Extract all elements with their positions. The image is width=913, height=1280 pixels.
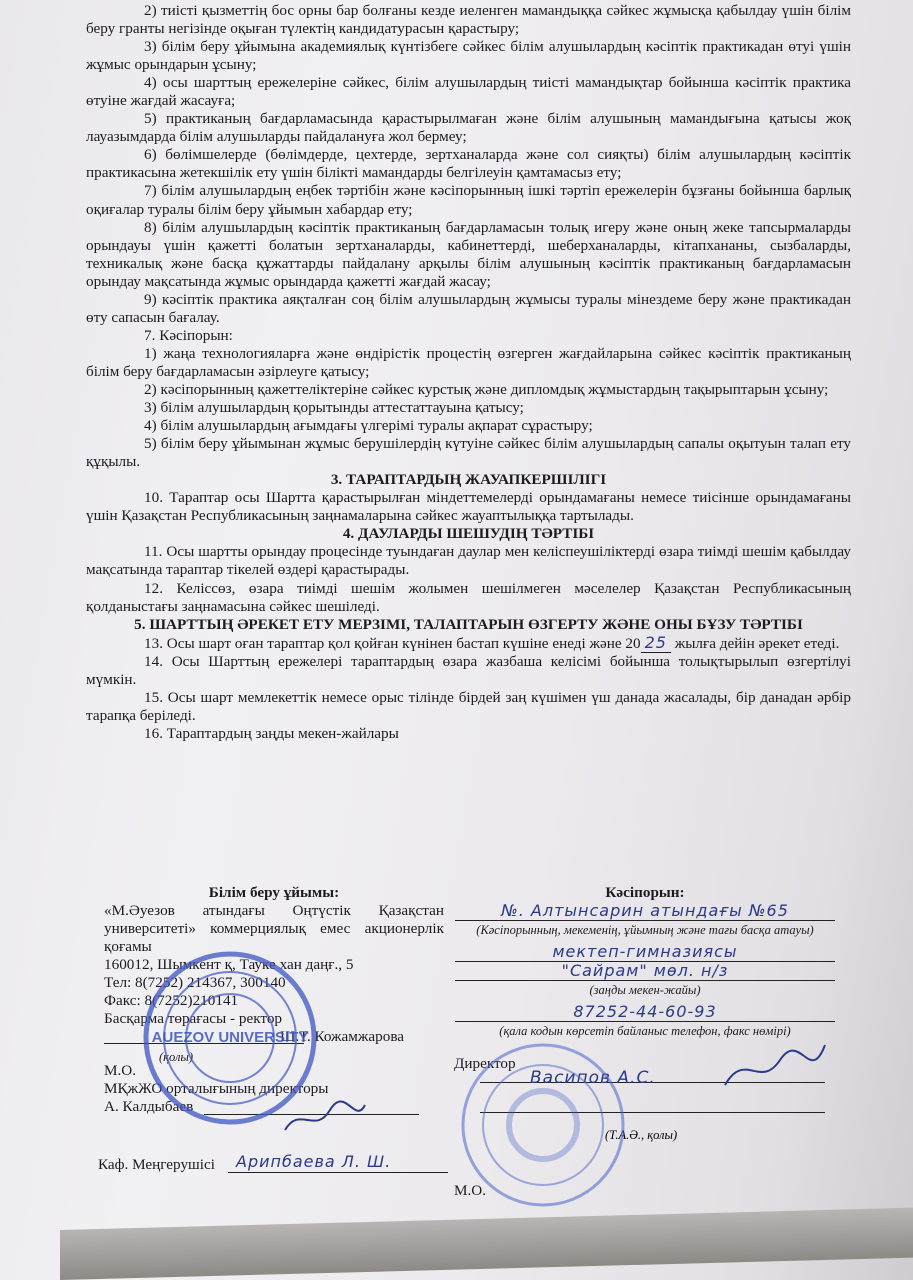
dept-head-signature-line [228,1172,448,1173]
left-sign-caption: (қолы) [159,1050,194,1064]
clause-13-year-handwriting: 25 [641,633,671,653]
left-center-name: А. Калдыбаев [104,1098,194,1115]
clause-text: 6) бөлімшелерде (бөлімдерде, цехтерде, зертханаларда және сол сияқты) білім алушылардың кәсіптік практикасына жетекшілік ету үшін білікті мамандарды белгілеуін қамтамасыз ету; [86,146,851,182]
right-phone-handwriting: 87252-44-60-93 [455,1003,835,1022]
clause-text: 14. Осы Шарттың ережелері тараптардың өзара жазбаша келісімі бойынша толықтырылып өзгертілуі мүмкін. [86,652,851,688]
clause-text: 5) білім беру ұйымынан жұмыс берушілердің күтуіне сәйкес білім алушылардың сапалы оқытуын талап ету құқылы. [86,435,851,471]
clause-13 [86,634,851,653]
contract-body-text [86,2,851,743]
director-signature-scribble [720,1040,830,1100]
left-address: 160012, Шымкент қ, Тауке хан даңғ., 5 [104,956,354,973]
left-heading: Білім беру ұйымы: [208,884,340,901]
clause-text: 7) білім алушылардың еңбек тәртібін және кәсіпорынның ішкі тәртіп ережелерін бұзғаны бойынша барлық оқиғалар туралы білім беру ұйымын хабардар ету; [86,182,851,218]
section-heading: 5. ШАРТТЫҢ ӘРЕКЕТ ЕТУ МЕРЗІМІ, ТАЛАПТАРЫН ӨЗГЕРТУ ЖӘНЕ ОНЫ БҰЗУ ТӘРТІБІ [134,615,803,633]
section-heading: 4. ДАУЛАРДЫ ШЕШУДІҢ ТӘРТІБІ [342,525,595,543]
section-heading: 3. ТАРАПТАРДЫҢ ЖАУАПКЕРШІЛІГІ [330,471,607,489]
dept-head-handwriting: Арипбаева Л. Ш. [236,1152,392,1171]
clause-text: 8) білім алушылардың кәсіптік практиканың бағдарламасын толық игеру және оның жеке тапсырмаларды орындауы үшін қажетті болатын зертханаларды, кабинеттерді, шеберханаларды, кітапхананы, сызбаларды, техникалық және басқа құжаттарды пайдалану арқылы білім алушының кәсіптік практиканың бағдарламасын орындау мақсатында жұмыс орындарда қажетті жағдай жасау; [86,218,851,290]
clause-text: 2) кәсіпорынның қажеттеліктеріне сәйкес курстық және дипломдық жұмыстардың тақырыптарын ұсыну; [144,380,829,398]
clause-text: 1) жаңа технологияларға және өндірістік процестің өзгерген жағдайларына сәйкес кәсіптік практиканың білім беру бағдарламасын әзірлеуге қатысу; [86,344,851,380]
right-sign-caption: (Т.А.Ә., қолы) [605,1128,678,1142]
clause-13-text: жылға дейін әрекет етеді. [670,634,840,652]
clause-text: 12. Келіссөз, өзара тиімді шешім жолымен шешілмеген мәселелер Қазақстан Республикасының қолданыстағы заңнамасына сәйкес шешіледі. [86,579,851,615]
clause-text: 3) білім алушылардың қорытынды аттестаттауына қатысу; [144,399,524,417]
left-mo: М.О. [104,1062,137,1079]
left-center-title: МҚжЖО орталығының директоры [104,1080,329,1097]
right-org-handwriting: №. Алтынсарин атындағы №65 [455,902,835,921]
clause-text: 2) тиісті қызметтің бос орны бар болғаны кезде иеленген мамандыққа сәйкес жұмысқа қабылдау үшін білім беру гранты негізінде оқыған түлектің кандидатурасын қарастыру; [86,2,851,38]
right-director-label: Директор [454,1055,516,1072]
clause-text: 7. Кәсіпорын: [144,326,233,344]
clause-text: 5) практиканың бағдарламасында қарастырылмаған және білім алушының мамандығына қатысы жоқ лауазымдарда білім алушыларды пайдалануға жол бермеу; [86,110,851,146]
clause-text: 3) білім беру ұйымына академиялық күнтізбеге сәйкес білім алушылардың кәсіптік практикадан өтуі үшін жұмыс орындарын ұсыну; [86,38,851,74]
left-tel: Тел: 8(7252) 214367, 300140 [104,974,286,991]
left-fax: Факс: 8(7252)210141 [104,992,239,1009]
right-org-handwriting-2: мектеп-гимназиясы [455,943,835,962]
right-phone-caption: (қала кодын көрсетіп байланыс телефон, факс нөмірі) [499,1024,791,1038]
clause-text: 4) осы шарттың ережелеріне сәйкес, білім алушылардың тиісті мамандықтар бойынша кәсіптік практика өтуіне жағдай жасауға; [86,74,851,110]
school-stamp [458,1040,628,1210]
right-party-block [455,884,835,1040]
right-address-caption: (заңды мекен-жайы) [589,983,701,997]
right-mo: М.О. [454,1182,487,1199]
right-heading: Кәсіпорын: [605,884,685,901]
left-rector-title: Басқарма төрағасы - ректор [104,1010,283,1027]
left-rector-name: Ш.Т. Кожамжарова [280,1028,405,1045]
clause-text: 16. Тараптардың заңды мекен-жайлары [144,724,399,742]
center-signature-scribble [280,1100,370,1140]
left-org-name: «М.Әуезов атындағы Оңтүстік Қазақстан университеті» коммерциялық емес акционерлік қоғамы [104,902,444,955]
right-director-handwriting: Васипов А.С. [530,1068,656,1088]
right-org-caption: (Кәсіпорынның, мекеменің, ұйымның және тағы басқа атауы) [476,923,814,937]
clause-text: 11. Осы шартты орындау процесінде туындаған даулар мен келіспеушіліктерді өзара тиімді шешім қабылдау мақсатында тараптар тікелей өздері қарастырады. [86,543,851,579]
clause-text: 10. Тараптар осы Шартта қарастырылған міндеттемелерді орындамағаны немесе тиісінше орындамағаны үшін Қазақстан Республикасының заңнамаларына сәйкес жауаптылыққа тартылады. [86,489,851,525]
clause-text: 15. Осы шарт мемлекеттік немесе орыс тілінде бірдей заң күшімен үш данада жасалады, бір данадан әрбір тарапқа беріледі. [86,688,851,724]
stamp-label: AUEZOV UNIVERSITY [151,1029,309,1046]
clause-text: 9) кәсіптік практика аяқталған соң білім алушылардың жұмысы туралы мінездеме беру және практикадан өту сапасын бағалау. [86,290,851,326]
right-address-handwriting: "Сайрам" мөл. н/з [455,962,835,981]
dept-head-label: Каф. Меңгерушісі [98,1156,215,1173]
clause-13-text: 13. Осы шарт оған тараптар қол қойған күнінен бастап күшіне енеді және 20 [144,634,641,652]
clause-text: 4) білім алушылардың ағымдағы үлгерімі туралы ақпарат сұрастыру; [144,417,593,435]
